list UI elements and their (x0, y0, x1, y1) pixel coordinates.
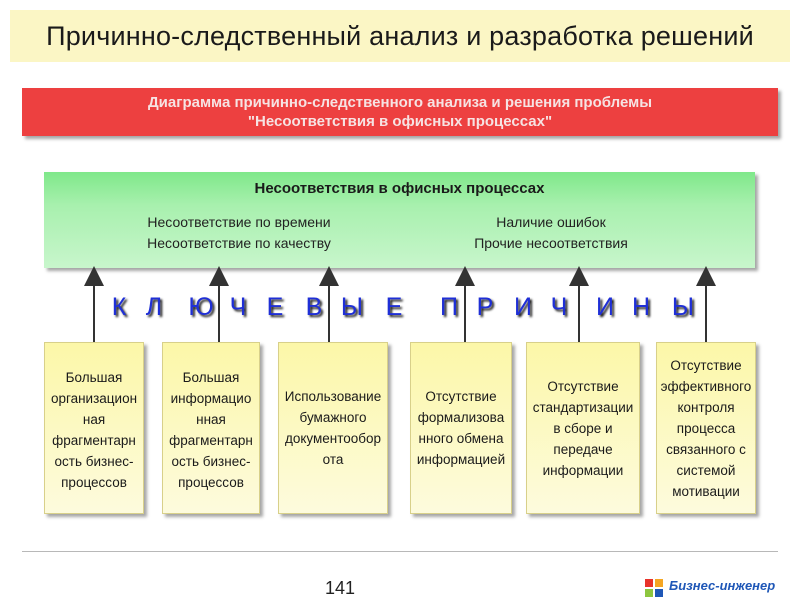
cause-line: эффективного (660, 379, 752, 394)
page-number: 141 (324, 578, 356, 598)
problem-item: Несоответствие по времени (147, 214, 331, 230)
diagram-banner (22, 88, 778, 136)
problem-title: Несоответствия в офисных процессах (254, 180, 545, 197)
cause-box (656, 342, 756, 514)
problem-left-column (124, 212, 354, 254)
problem-item: Несоответствие по качеству (147, 235, 331, 251)
cause-line: контроля (677, 400, 735, 415)
cause-line: процесса (676, 421, 736, 436)
key-causes-letter: Ч (550, 293, 568, 321)
cause-line: нная (196, 412, 226, 427)
cause-box (162, 342, 260, 514)
cause-line: информацио (170, 391, 252, 406)
key-causes-letter: Ю (188, 293, 214, 321)
slide-title: Причинно-следственный анализ и разработка решений (10, 10, 790, 62)
cause-line: мотивации (672, 484, 740, 499)
squares-logo-icon (645, 579, 665, 599)
company-logo (645, 578, 795, 600)
banner-line-2: "Несоответствия в офисных процессах" (247, 113, 553, 130)
cause-line: фрагментарн (169, 433, 253, 448)
key-causes-letter: И (596, 293, 614, 321)
cause-line: ная (82, 412, 106, 427)
cause-line: Большая (182, 370, 240, 385)
problem-item: Наличие ошибок (496, 214, 606, 230)
key-causes-letter: В (305, 293, 323, 321)
cause-line: Отсутствие (425, 389, 497, 404)
key-causes-letter: Е (385, 293, 403, 321)
cause-line: Отсутствие (547, 379, 619, 394)
cause-line: ость бизнес- (171, 454, 251, 469)
key-causes-letter: Ч (229, 293, 247, 321)
cause-line: процессов (61, 475, 127, 490)
cause-box (278, 342, 388, 514)
cause-box (410, 342, 512, 514)
cause-line: нного обмена (418, 431, 504, 446)
cause-box (526, 342, 640, 514)
key-causes-letter: И (514, 293, 532, 321)
cause-line: фрагментарн (52, 433, 136, 448)
cause-line: связанного с (666, 442, 746, 457)
cause-line: бумажного (299, 410, 367, 425)
problem-right-column (436, 212, 666, 254)
cause-line: формализова (417, 410, 505, 425)
key-causes-letter: Е (266, 293, 284, 321)
cause-line: процессов (178, 475, 244, 490)
cause-line: в сборе и (553, 421, 613, 436)
footer-divider (22, 551, 778, 552)
key-causes-letter: П (440, 293, 458, 321)
problem-box (44, 172, 755, 268)
cause-line: передаче (553, 442, 613, 457)
cause-line: системой (676, 463, 736, 478)
cause-line: ота (322, 452, 344, 467)
key-causes-letter: Ы (671, 293, 695, 321)
cause-box (44, 342, 144, 514)
cause-line: документообор (284, 431, 382, 446)
key-causes-letter: Л (145, 293, 163, 321)
key-causes-letter: Р (476, 293, 494, 321)
cause-line: стандартизации (532, 400, 634, 415)
banner-line-1: Диаграмма причинно-следственного анализа и решения проблемы (147, 94, 653, 111)
problem-item: Прочие несоответствия (474, 235, 628, 251)
logo-text: Бизнес-инженер (669, 578, 776, 593)
cause-line: Отсутствие (670, 358, 742, 373)
cause-line: Большая (65, 370, 123, 385)
key-causes-letter: К (111, 293, 127, 321)
cause-line: ость бизнес- (54, 454, 134, 469)
cause-line: организацион (50, 391, 138, 406)
cause-line: информацией (416, 452, 506, 467)
key-causes-letter: Н (631, 293, 651, 321)
cause-line: информации (542, 463, 624, 478)
cause-line: Использование (284, 389, 382, 404)
key-causes-letter: Ы (340, 293, 364, 321)
